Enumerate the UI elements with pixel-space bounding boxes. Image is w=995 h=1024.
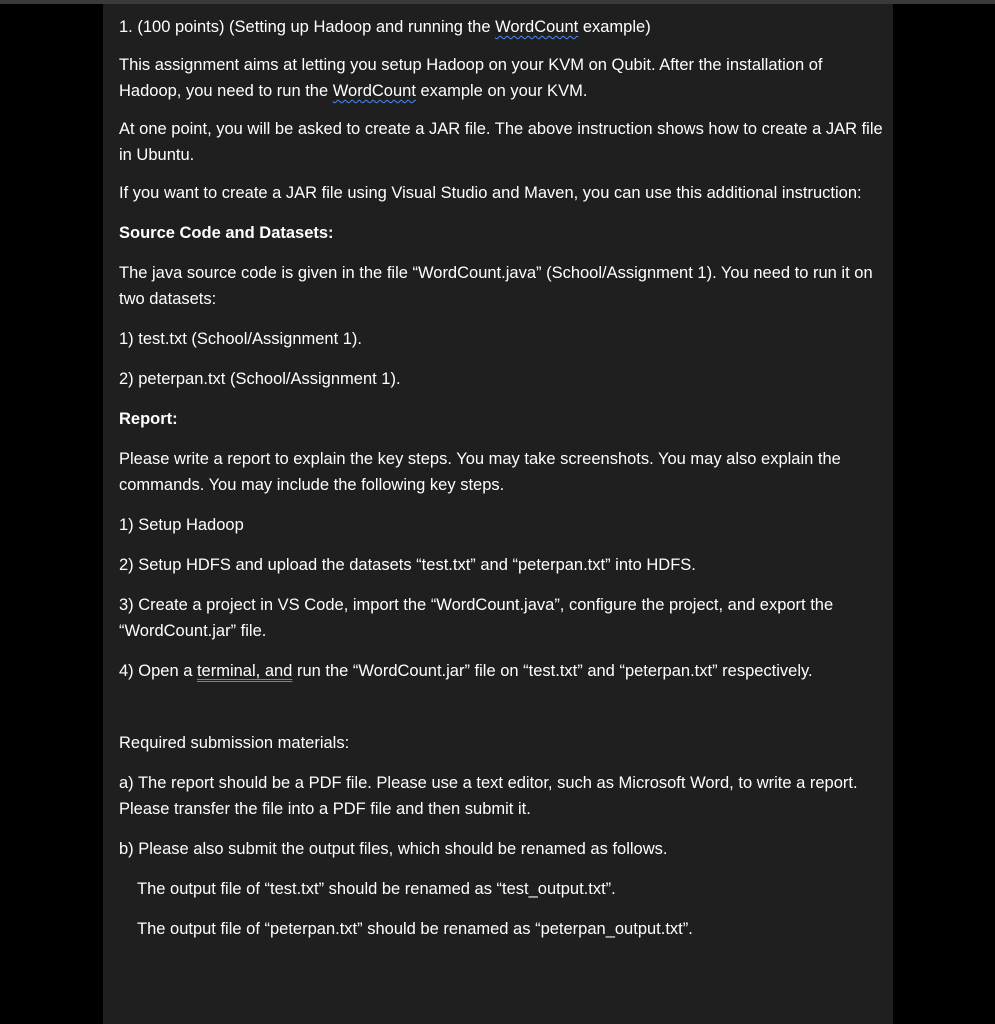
step4-text-start: 4) Open a	[119, 662, 197, 680]
dataset-item: 1) test.txt (School/Assignment 1).	[119, 330, 363, 348]
step4-text-end: run the “WordCount.jar” file on “test.txt” and “peterpan.txt” respectively.	[292, 662, 813, 680]
intro-text-end: example on your KVM.	[415, 82, 588, 100]
intro-paragraph-2: At one point, you will be asked to create a JAR file. The above instruction shows how to create a JAR file in Ubuntu.	[119, 120, 883, 164]
grammar-flagged-text: terminal, and	[196, 662, 293, 680]
spellcheck-word: WordCount	[332, 82, 416, 100]
source-paragraph: The java source code is given in the file “WordCount.java” (School/Assignment 1). You need to run it on two datasets:	[119, 264, 873, 308]
submission-heading: Required submission materials:	[119, 734, 350, 752]
step-item: 1) Setup Hadoop	[119, 516, 244, 534]
intro-text-start: This assignment aims at letting you setup Hadoop on your KVM on Qubit. After the installation of Hadoop, you need to run the	[119, 56, 823, 100]
question-heading	[119, 14, 883, 40]
submission-item: a) The report should be a PDF file. Please use a text editor, such as Microsoft Word, to write a report. Please transfer the file into a PDF file and then submit it.	[119, 774, 858, 818]
dataset-item: 2) peterpan.txt (School/Assignment 1).	[119, 370, 401, 388]
step-item: 3) Create a project in VS Code, import the “WordCount.java”, configure the project, and export the “WordCount.jar” file.	[119, 596, 834, 640]
source-heading: Source Code and Datasets:	[119, 224, 334, 242]
intro-paragraph-1	[119, 52, 883, 104]
report-heading: Report:	[119, 410, 178, 428]
heading-text-end: example)	[578, 18, 651, 36]
submission-item: b) Please also submit the output files, which should be renamed as follows.	[119, 840, 668, 858]
output-rename-item: The output file of “test.txt” should be renamed as “test_output.txt”.	[137, 880, 616, 898]
report-paragraph: Please write a report to explain the key steps. You may take screenshots. You may also explain the commands. You may include the following key steps.	[119, 450, 841, 494]
heading-text-start: 1. (100 points) (Setting up Hadoop and running the	[119, 18, 496, 36]
step-item	[119, 658, 883, 684]
step-item: 2) Setup HDFS and upload the datasets “test.txt” and “peterpan.txt” into HDFS.	[119, 556, 696, 574]
output-rename-item: The output file of “peterpan.txt” should be renamed as “peterpan_output.txt”.	[137, 920, 693, 938]
intro-paragraph-3: If you want to create a JAR file using Visual Studio and Maven, you can use this additional instruction:	[119, 184, 862, 202]
spellcheck-word: WordCount	[495, 18, 579, 36]
document-page	[103, 4, 893, 1024]
